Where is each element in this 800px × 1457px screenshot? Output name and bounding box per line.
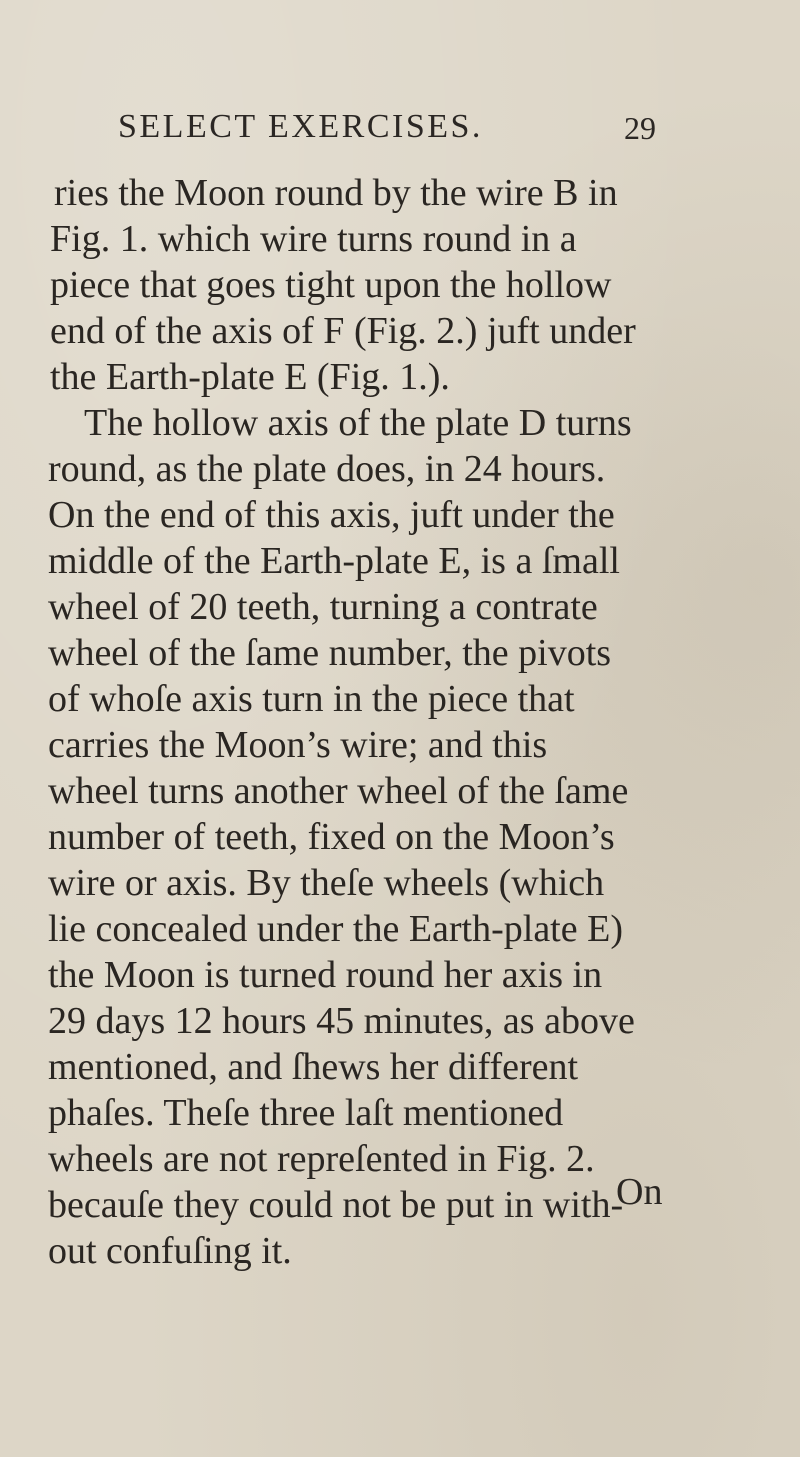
text-line: carries the Moon’s wire; and this [48, 724, 548, 766]
text-line: end of the axis of F (Fig. 2.) juft under [50, 310, 636, 352]
catchword: On [616, 1171, 663, 1213]
page-number: 29 [624, 110, 656, 146]
text-line: 29 days 12 hours 45 minutes, as above [48, 1000, 635, 1042]
text-line: wheel of 20 teeth, turning a contrate [48, 586, 598, 628]
running-head [0, 108, 800, 158]
text-line: Fig. 1. which wire turns round in a [50, 218, 577, 260]
running-title: SELECT EXERCISES. [118, 108, 483, 145]
text-line: lie concealed under the Earth-plate E) [48, 908, 623, 950]
text-line: becauſe they could not be put in with- [48, 1184, 624, 1226]
text-line: number of teeth, fixed on the Moon’s [48, 816, 615, 858]
text-line: out confuſing it. [48, 1230, 292, 1272]
text-line: wheel of the ſame number, the pivots [48, 632, 612, 674]
text-line: piece that goes tight upon the hollow [50, 264, 612, 306]
text-line: the Moon is turned round her axis in [48, 954, 603, 996]
text-line: middle of the Earth-plate E, is a ſmall [48, 540, 620, 582]
text-line: wire or axis. By theſe wheels (which [48, 862, 605, 904]
text-line: wheel turns another wheel of the ſame [48, 770, 629, 812]
text-line: mentioned, and ſhews her different [48, 1046, 579, 1088]
text-line: ries the Moon round by the wire B in [54, 172, 618, 214]
text-line: On the end of this axis, juft under the [48, 494, 615, 536]
text-line: of whoſe axis turn in the piece that [48, 678, 575, 720]
text-line: wheels are not repreſented in Fig. 2. [48, 1138, 595, 1180]
text-line: the Earth-plate E (Fig. 1.). [50, 356, 450, 398]
text-line: phaſes. Theſe three laſt mentioned [48, 1092, 564, 1134]
text-line: round, as the plate does, in 24 hours. [48, 448, 606, 490]
text-line: The hollow axis of the plate D turns [84, 402, 632, 444]
